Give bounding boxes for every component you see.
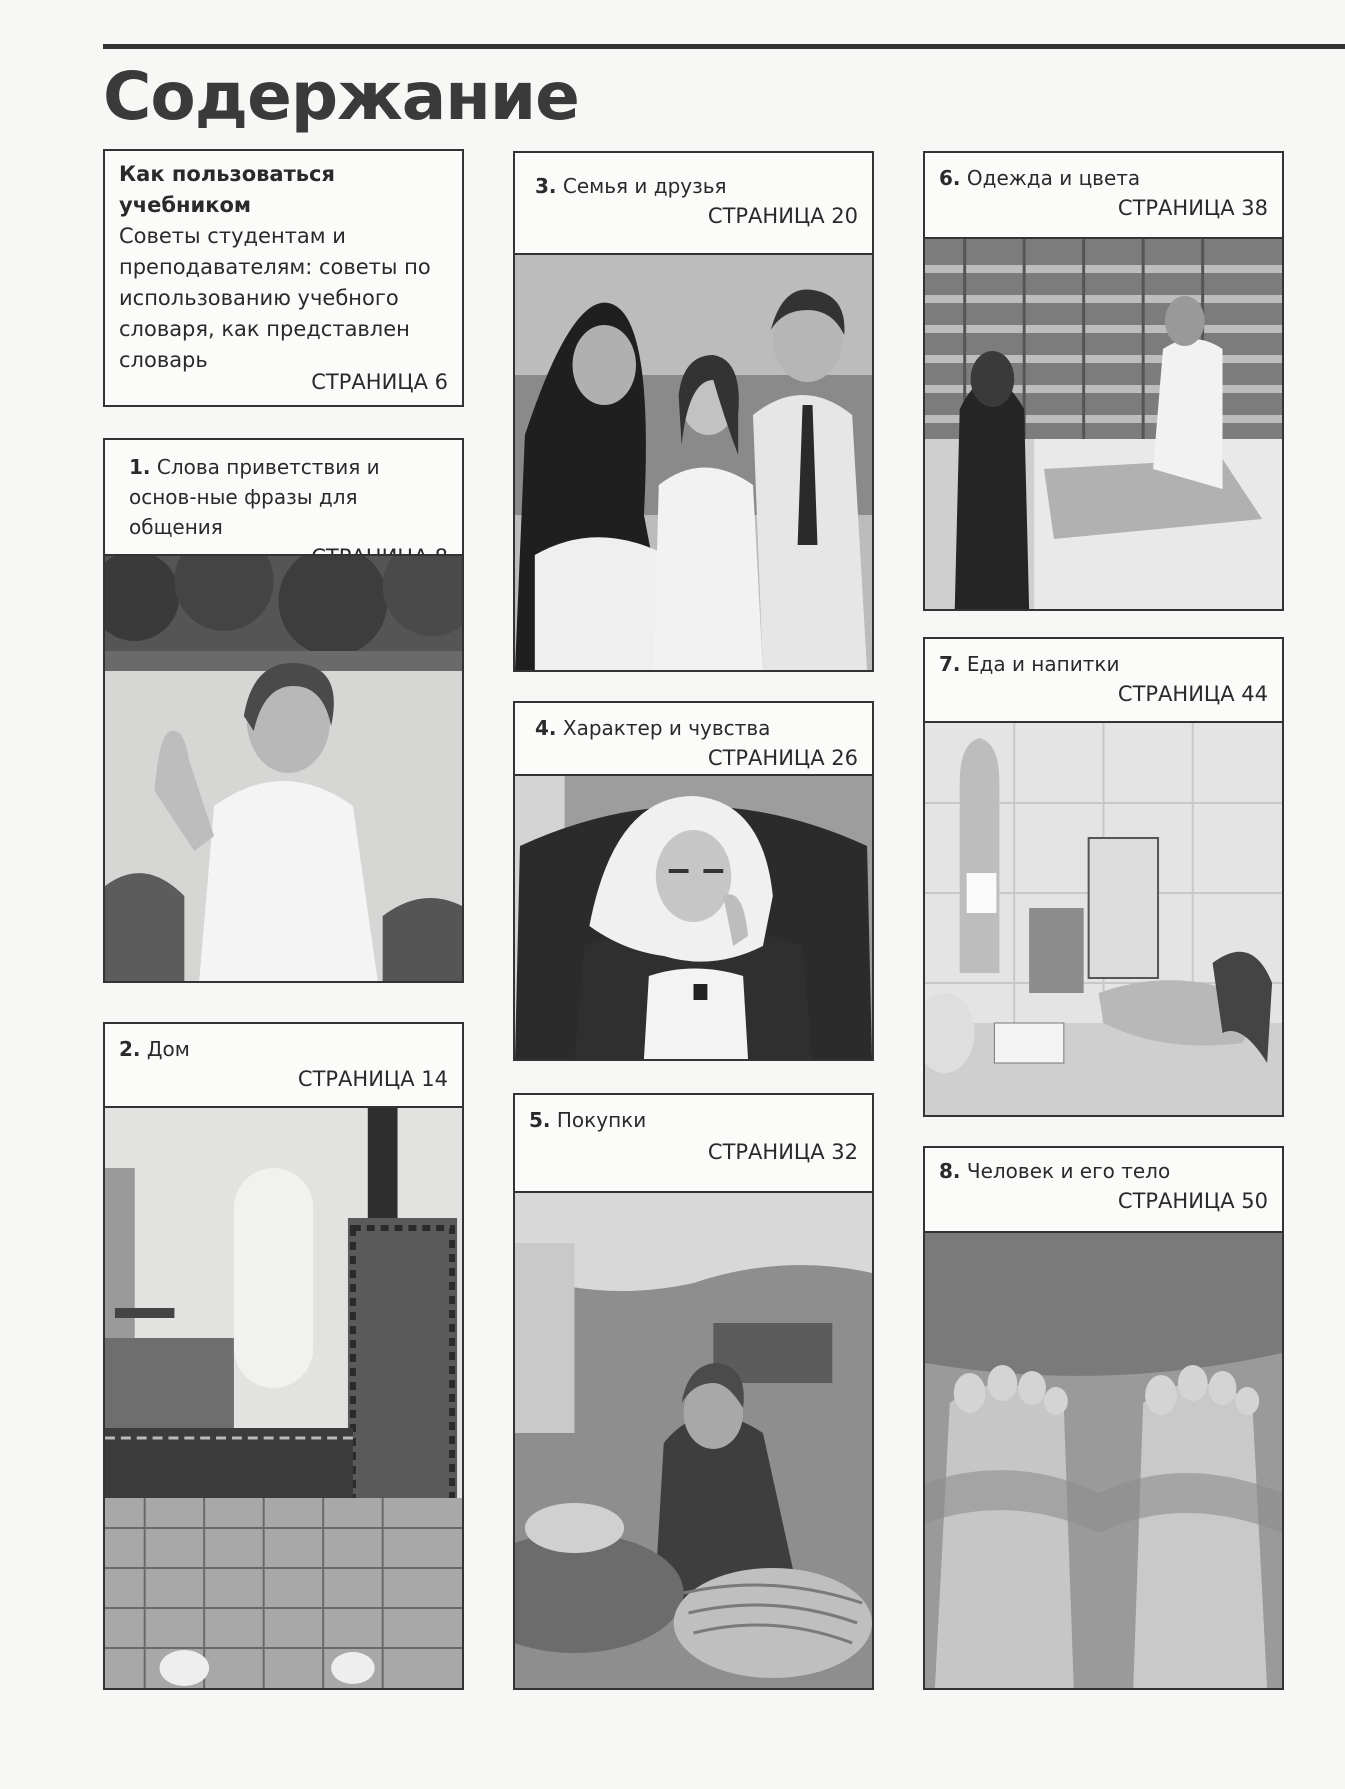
chapter-card-3[interactable] bbox=[513, 151, 874, 672]
chapter-number: 6. bbox=[939, 166, 961, 190]
intro-body: Советы студентам и преподавателям: советы по использованию учебного словаря, как представлен словарь bbox=[119, 224, 431, 372]
chapter-number: 7. bbox=[939, 652, 961, 676]
chapter-number: 4. bbox=[535, 716, 557, 740]
chapter-page-ref: СТРАНИЦА 20 bbox=[707, 204, 858, 228]
chapter-title: Характер и чувства bbox=[562, 716, 771, 740]
groceries-photo bbox=[925, 721, 1282, 1115]
feet-in-sand-photo bbox=[925, 1231, 1282, 1688]
intro-title: Как пользоваться учебником bbox=[119, 162, 335, 217]
chapter-number: 1. bbox=[129, 455, 151, 479]
chapter-card-4[interactable] bbox=[513, 701, 874, 1061]
chapter-card-2[interactable] bbox=[103, 1022, 464, 1690]
courtyard-interior-photo bbox=[105, 1106, 462, 1688]
chapter-page-ref: СТРАНИЦА 38 bbox=[1117, 196, 1268, 220]
chapter-title: Еда и напитки bbox=[966, 652, 1120, 676]
intro-card[interactable] bbox=[103, 149, 464, 407]
chapter-title: Покупки bbox=[556, 1108, 647, 1132]
family-portrait-photo bbox=[515, 253, 872, 670]
fabric-shop-photo bbox=[925, 237, 1282, 609]
waving-girl-photo bbox=[105, 554, 462, 981]
page-title: Содержание bbox=[103, 58, 579, 135]
market-vendor-photo bbox=[515, 1191, 872, 1688]
chapter-title: Семья и друзья bbox=[562, 174, 727, 198]
chapter-number: 3. bbox=[535, 174, 557, 198]
chapter-number: 8. bbox=[939, 1159, 961, 1183]
chapter-card-7[interactable] bbox=[923, 637, 1284, 1117]
chapter-page-ref: СТРАНИЦА 44 bbox=[1117, 682, 1268, 706]
chapter-card-8[interactable] bbox=[923, 1146, 1284, 1690]
top-rule bbox=[103, 44, 1345, 49]
chapter-card-5[interactable] bbox=[513, 1093, 874, 1690]
chapter-page-ref: СТРАНИЦА 14 bbox=[297, 1067, 448, 1091]
thoughtful-woman-photo bbox=[515, 774, 872, 1059]
chapter-page-ref: СТРАНИЦА 50 bbox=[1117, 1189, 1268, 1213]
chapter-card-1[interactable] bbox=[103, 438, 464, 983]
chapter-page-ref: СТРАНИЦА 26 bbox=[707, 746, 858, 770]
chapter-page-ref: СТРАНИЦА 32 bbox=[707, 1140, 858, 1164]
chapter-number: 2. bbox=[119, 1037, 141, 1061]
chapter-title: Слова приветствия и основ-ные фразы для общения bbox=[129, 455, 380, 539]
chapter-title: Человек и его тело bbox=[966, 1159, 1171, 1183]
chapter-number: 5. bbox=[529, 1108, 551, 1132]
intro-page-ref: СТРАНИЦА 6 bbox=[311, 370, 448, 394]
chapter-card-6[interactable] bbox=[923, 151, 1284, 611]
chapter-title: Дом bbox=[146, 1037, 190, 1061]
chapter-title: Одежда и цвета bbox=[966, 166, 1141, 190]
